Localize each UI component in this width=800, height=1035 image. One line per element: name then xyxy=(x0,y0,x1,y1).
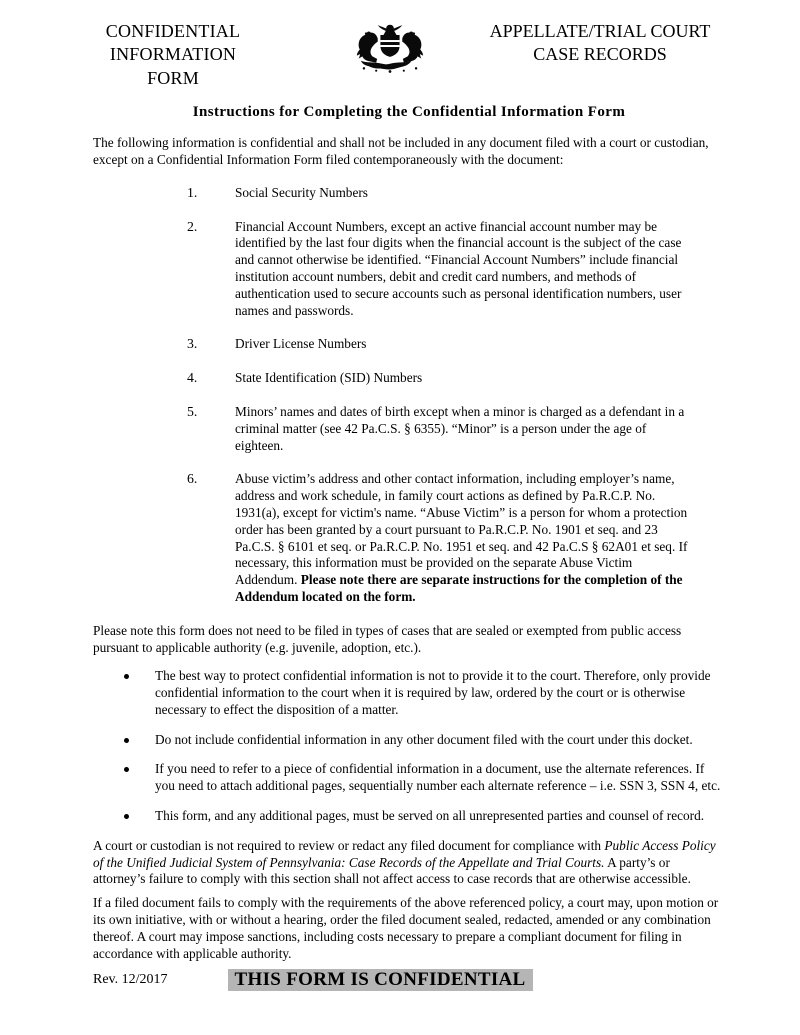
sanctions-paragraph: If a filed document fails to comply with the requirements of the above referenced policy, a court may, upon motion or its own initiative, with or without a hearing, order the filed document sealed, redacted, amended or any combination thereof. A court may impose sanctions, including costs necessary to prepare a compliant document for filing in accordance with applicable authority. xyxy=(93,895,719,961)
instructions-title: Instructions for Completing the Confidential Information Form xyxy=(192,104,626,121)
form-title-line: INFORMATION xyxy=(109,44,237,65)
item-text-bold: Please note there are separate instructions for the completion of the Addendum located on the form. xyxy=(235,572,683,604)
bullet-text: This form, and any additional pages, must be served on all unrepresented parties and counsel of record. xyxy=(155,808,705,824)
form-title xyxy=(93,20,253,90)
document-header xyxy=(93,20,725,90)
document-footer xyxy=(93,969,725,991)
pennsylvania-coat-of-arms-icon xyxy=(344,22,436,83)
list-item xyxy=(93,219,725,320)
bullet-icon xyxy=(124,674,129,679)
bullet-text: Do not include confidential information in any other document filed with the court under this docket. xyxy=(155,731,693,747)
item-number: 1. xyxy=(187,184,198,200)
item-text: Driver License Numbers xyxy=(235,336,367,352)
compliance-post: A party’s or attorney’s failure to comply with this section shall not affect access to case records that are otherwise accessible. xyxy=(93,854,691,887)
list-item xyxy=(93,185,725,202)
bullet-icon xyxy=(124,767,129,772)
item-number: 5. xyxy=(187,403,198,419)
compliance-pre: A court or custodian is not required to review or redact any filed document for compliance with xyxy=(93,837,605,853)
court-title-line: APPELLATE/TRIAL COURT xyxy=(489,21,711,41)
intro-paragraph: The following information is confidential and shall not be included in any document filed with a court or custodian, except on a Confidential Information Form filed contemporaneously with the document: xyxy=(93,135,709,167)
form-title-line: CONFIDENTIAL xyxy=(105,21,241,41)
list-item xyxy=(93,370,725,387)
item-text: State Identification (SID) Numbers xyxy=(235,370,423,386)
list-item xyxy=(93,471,725,605)
item-text: Social Security Numbers xyxy=(235,184,368,200)
item-number: 4. xyxy=(187,370,198,386)
item-number: 2. xyxy=(187,218,198,234)
item-text: Financial Account Numbers, except an active financial account number may be identified by the last four digits when the financial account is the subject of the case and cannot otherwise be identified. “Financial Account Numbers” include financial institution account numbers, debit and credit card numbers, and methods of authentication used to secure accounts such as personal identification numbers, user names and passwords. xyxy=(235,218,682,318)
list-item xyxy=(93,404,725,454)
bullet-icon xyxy=(124,738,129,743)
item-text-regular: Abuse victim’s address and other contact information, including employer’s name, address and work schedule, in family court actions as defined by Pa.R.C.P. No. 1931(a), except for victim's name. “Abuse Victim” is a person for whom a protection order has been granted by a court pursuant to Pa.R.C.P. No. 1901 et seq. and 23 Pa.C.S. § 6101 et seq. or Pa.R.C.P. No. 1951 et seq. and 42 Pa.C.S § 62A01 et seq. If necessary, this information must be provided on the separate Abuse Victim Addendum. xyxy=(235,471,688,588)
confidential-items-list xyxy=(93,185,725,606)
bullet-item xyxy=(93,732,725,749)
guidance-bullet-list xyxy=(93,668,725,825)
bullet-icon xyxy=(124,814,129,819)
bullet-text: The best way to protect confidential information is not to provide it to the court. Therefore, only provide confidential information to the court when it is required by law, ordered by the court or is otherwise necessary to effect the disposition of a matter. xyxy=(155,668,711,717)
item-number: 6. xyxy=(187,471,198,487)
confidential-banner: THIS FORM IS CONFIDENTIAL xyxy=(228,969,533,991)
bullet-item xyxy=(93,668,725,718)
revision-date: Rev. 12/2017 xyxy=(93,972,168,988)
item-text xyxy=(235,471,697,605)
note-paragraph: Please note this form does not need to be filed in types of cases that are sealed or exempted from public access pursuant to applicable authority (e.g. juvenile, adoption, etc.). xyxy=(93,622,682,655)
bullet-item xyxy=(93,761,725,795)
bullet-item xyxy=(93,808,725,825)
court-title xyxy=(475,20,725,67)
item-number: 3. xyxy=(187,336,198,352)
policy-title-italic: Public Access Policy of the Unified Judicial System of Pennsylvania: Case Records of the Appellate and Trial Courts. xyxy=(93,837,716,870)
compliance-paragraph xyxy=(93,838,725,888)
court-title-line: CASE RECORDS xyxy=(533,44,667,65)
form-title-line: FORM xyxy=(147,67,199,88)
list-item xyxy=(93,336,725,353)
bullet-text: If you need to refer to a piece of confidential information in a document, use the alternate references. If you need to attach additional pages, sequentially number each alternate reference – i.e. SSN 3, SSN 4, etc. xyxy=(155,761,721,794)
item-text: Minors’ names and dates of birth except when a minor is charged as a defendant in a criminal matter (see 42 Pa.C.S. § 6355). “Minor” is a person under the age of eighteen. xyxy=(235,403,685,453)
